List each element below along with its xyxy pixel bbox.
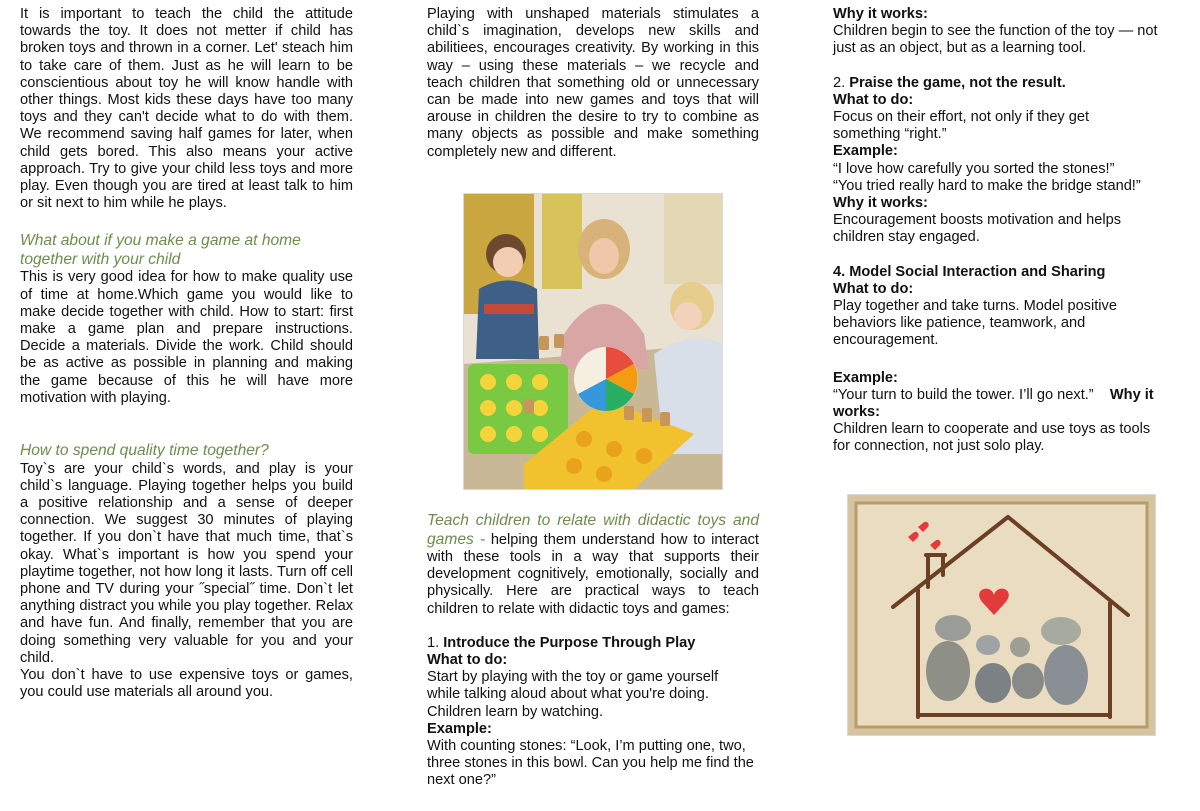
materials-paragraph: You don`t have to use expensive toys or games, you could use materials all around you. xyxy=(20,667,353,701)
item4-heading: 4. Model Social Interaction and Sharing xyxy=(833,263,1106,280)
item1-what-label: What to do: xyxy=(427,652,508,669)
twig-house-photo xyxy=(847,494,1156,736)
item4-what-text: Play together and take turns. Model positive behaviors like patience, teamwork, and encouragement. xyxy=(833,298,1117,349)
item2-example-2: “You tried really hard to make the bridge stand!” xyxy=(833,177,1141,194)
children-playing-illustration xyxy=(464,194,722,489)
item1-example-text: With counting stones: “Look, I’m putting one, two, three stones in this bowl. Can you help me find the next one?” xyxy=(427,738,754,789)
unshaped-materials-paragraph: Playing with unshaped materials stimulates a child`s imagination, develops new skills and abilitiees, encourages creativity. By working in this way – using these materials – we recycle and teach children that something old or unnecessary can be made into new games and toys that will arouse in children the desire to try to combine as many objects as possible and make something completely new and different. xyxy=(427,6,759,160)
item4-example-label: Example: xyxy=(833,369,898,386)
column-left xyxy=(20,6,353,701)
game-at-home-paragraph: This is very good idea for how to make quality use of time at home.Which game you would like to make decide together with child. How to start: first make a game plan and prepare instructions. Decide a materials. Divide the work. Child should be as active as possible in planning and making the game because of this he will have more motivation with playing. xyxy=(20,269,353,406)
heading-quality-time: How to spend quality time together? xyxy=(20,442,269,460)
item1-heading: 1. Introduce the Purpose Through Play xyxy=(427,634,696,651)
item1-what-text: Start by playing with the toy or game yourself while talking aloud about what you're doing. Children learn by watching. xyxy=(427,669,719,720)
didactic-toys-intro: helping them understand how to interact with these tools in a way that supports their development cognitively, emotionally, socially and physically. Here are practical ways to teach children to relate with didactic toys and games: xyxy=(427,531,759,617)
item4-example-line: “Your turn to build the tower. I’ll go next.” Why it works: xyxy=(833,386,1154,421)
item2-example-1: “I love how carefully you sorted the stones!” xyxy=(833,160,1115,177)
item4-what-label: What to do: xyxy=(833,280,914,297)
item2-what-text: Focus on their effort, not only if they get something “right.” xyxy=(833,109,1090,143)
why1-text: Children begin to see the function of the toy — not just as an object, but as a learning tool. xyxy=(833,23,1158,57)
column-middle xyxy=(427,6,759,161)
didactic-toys-section xyxy=(427,512,759,790)
item2-why-label: Why it works: xyxy=(833,195,928,212)
heading-game-at-home: What about if you make a game at home together with your child xyxy=(20,232,301,268)
item4-why-text: Children learn to cooperate and use toys as tools for connection, not just solo play. xyxy=(833,421,1151,455)
twig-house-illustration xyxy=(848,495,1155,735)
quality-time-paragraph: Toy`s are your child`s words, and play is your child`s language. Playing together helps you build a positive relationship and a sense of deeper connection. We suggest 30 minutes of playing together. If you don`t have that much time, that`s okay. What`s important is how you spend your playtime together, not how long it lasts. Turn off cell phone and TV during your ˝special˝ time. Don`t let anything distract you while you play together. Relax and have fun. And finally, remember that you are doing something very valuable for you and your child. xyxy=(20,460,353,666)
intro-paragraph: It is important to teach the child the attitude towards the toy. It does not metter if child has broken toys and thrown in a corner. Let' steach him to take care of them. Just as he will learn to be conscientious about toy he will know handle with other things. Most kids these days have too many toys and they can't decide what to do with them. We recommend saving half games for later, when child gets bored. This also means your active approach. Try to give your child less toys and more play. Even though you are tired at least talk to him or sit next to him while he plays. xyxy=(20,6,353,212)
children-playing-photo xyxy=(463,193,723,490)
item2-what-label: What to do: xyxy=(833,91,914,108)
item2-why-text: Encouragement boosts motivation and helps children stay engaged. xyxy=(833,212,1121,246)
why1-label: Why it works: xyxy=(833,6,928,22)
item1-example-label: Example: xyxy=(427,720,492,737)
item2-example-label: Example: xyxy=(833,143,898,160)
item2-heading: 2. Praise the game, not the result. xyxy=(833,74,1066,91)
column-right xyxy=(833,6,1165,456)
heading-didactic-toys: Teach children to relate with didactic toys and games - xyxy=(427,512,759,548)
